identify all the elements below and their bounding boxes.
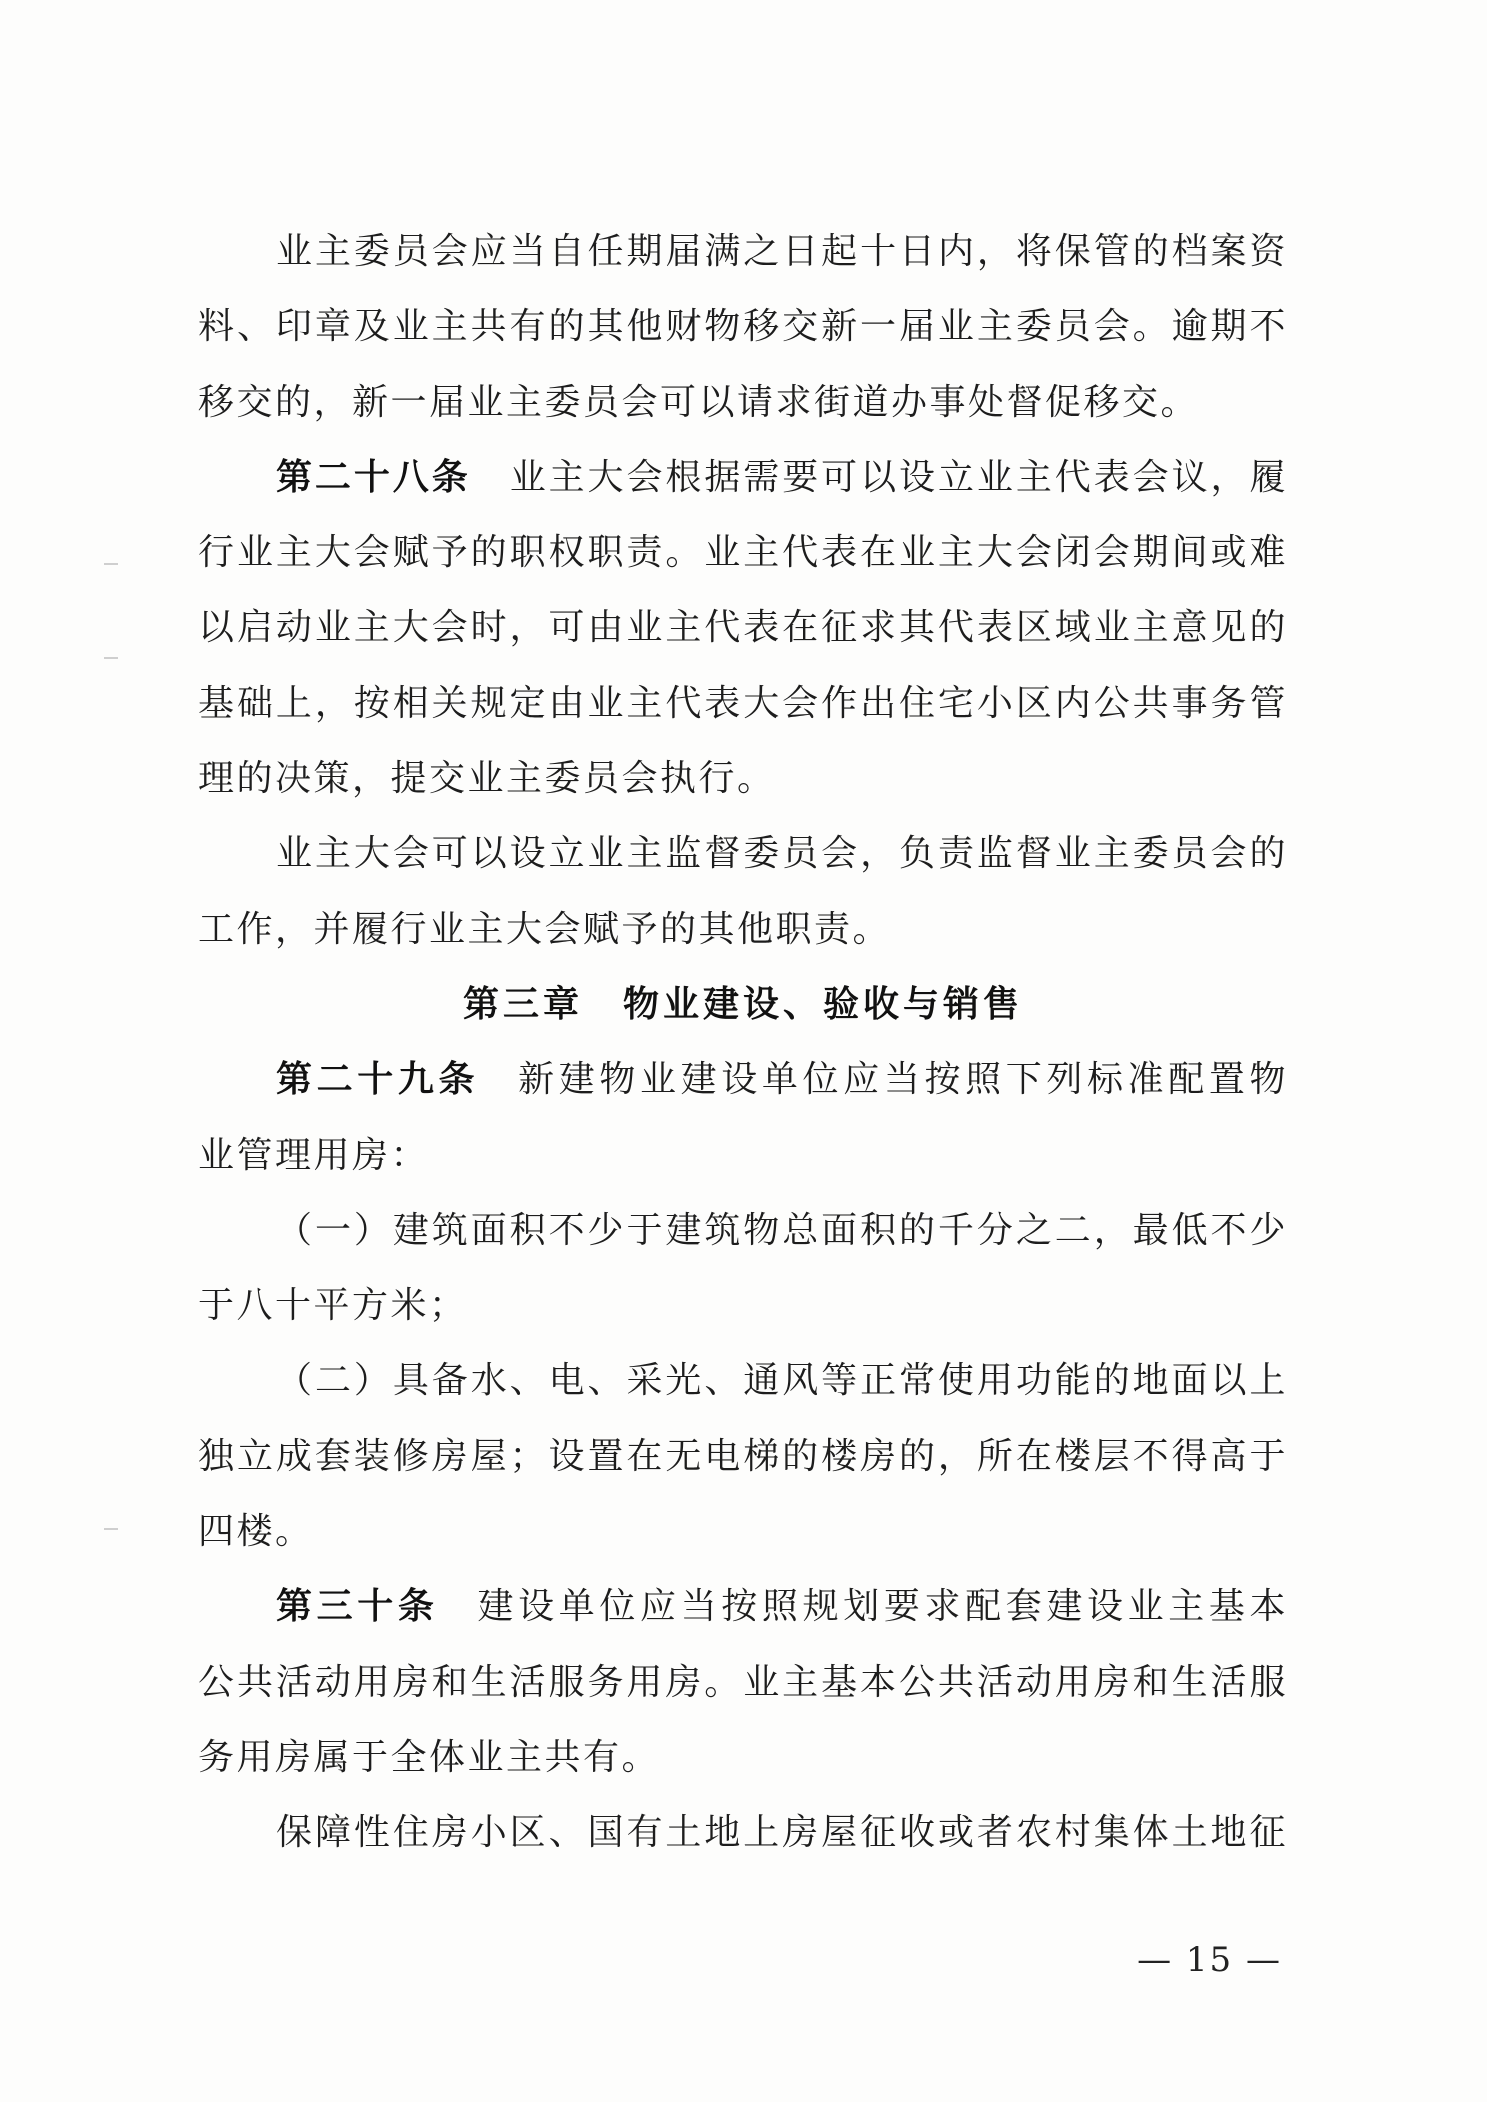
text-line xyxy=(198,1569,1288,1644)
text-line: 于八十平方米； xyxy=(198,1285,468,1327)
text-line: 工作，并履行业主大会赋予的其他职责。 xyxy=(198,908,892,950)
text-line: 保障性住房小区、国有土地上房屋征收或者农村集体土地征 xyxy=(276,1812,1288,1854)
text-line: 独立成套装修房屋；设置在无电梯的楼房的，所在楼层不得高于 xyxy=(198,1435,1288,1477)
text-line: 料、印章及业主共有的其他财物移交新一届业主委员会。逾期不 xyxy=(198,306,1288,348)
page-number: — 15 — xyxy=(1137,1940,1282,1980)
text-line: 业主大会可以设立业主监督委员会，负责监督业主委员会的 xyxy=(276,833,1288,875)
line-text: 业主大会根据需要可以设立业主代表会议，履 xyxy=(509,456,1288,498)
article-number: 第三十条 xyxy=(276,1586,439,1628)
scan-mark xyxy=(104,1528,118,1530)
scan-mark xyxy=(104,563,118,565)
line-text: 新建物业建设单位应当按照下列标准配置物 xyxy=(518,1059,1288,1101)
article-number: 第二十八条 xyxy=(276,456,471,498)
text-line: 公共活动用房和生活服务用房。业主基本公共活动用房和生活服 xyxy=(198,1661,1288,1703)
text-line: 业管理用房： xyxy=(198,1134,430,1176)
text-line: 移交的，新一届业主委员会可以请求街道办事处督促移交。 xyxy=(198,381,1200,423)
text-line: 行业主大会赋予的职权职责。业主代表在业主大会闭会期间或难 xyxy=(198,532,1288,574)
text-line: 四楼。 xyxy=(198,1511,314,1553)
document-body xyxy=(198,214,1288,1871)
chapter-heading: 第三章 物业建设、验收与销售 xyxy=(462,983,1023,1025)
line-text: 建设单位应当按照规划要求配套建设业主基本 xyxy=(477,1586,1288,1628)
text-line: （二）具备水、电、采光、通风等正常使用功能的地面以上 xyxy=(276,1360,1288,1402)
text-line: （一）建筑面积不少于建筑物总面积的千分之二，最低不少 xyxy=(276,1209,1288,1251)
text-line: 以启动业主大会时，可由业主代表在征求其代表区域业主意见的 xyxy=(198,607,1288,649)
article-number: 第二十九条 xyxy=(276,1059,480,1101)
text-line xyxy=(198,1042,1288,1117)
text-line: 理的决策，提交业主委员会执行。 xyxy=(198,758,776,800)
text-line: 基础上，按相关规定由业主代表大会作出住宅小区内公共事务管 xyxy=(198,682,1288,724)
text-line: 业主委员会应当自任期届满之日起十日内，将保管的档案资 xyxy=(276,231,1288,272)
text-line xyxy=(198,440,1288,515)
text-line: 务用房属于全体业主共有。 xyxy=(198,1736,661,1778)
scan-mark xyxy=(104,657,118,659)
